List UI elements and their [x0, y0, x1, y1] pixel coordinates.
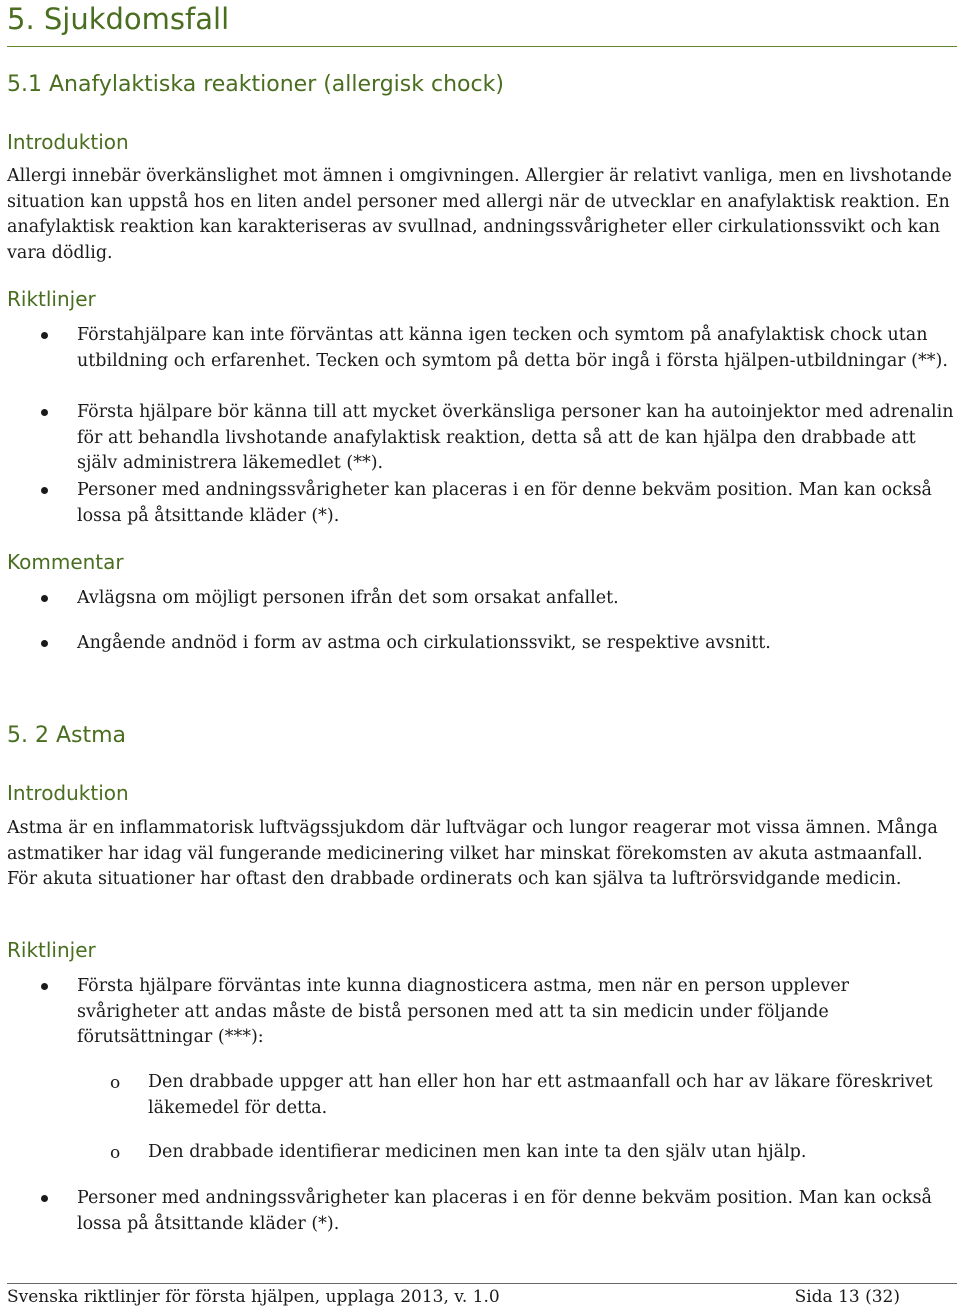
comment-heading: Kommentar [7, 550, 124, 574]
bullet-icon [41, 595, 48, 602]
circle-bullet-icon: o [110, 1073, 121, 1093]
guidelines-heading: Riktlinjer [7, 938, 96, 962]
list-item-text: Avlägsna om möjligt personen ifrån det som orsakat anfallet. [77, 588, 619, 608]
section-title: 5. Sjukdomsfall [7, 2, 230, 36]
circle-bullet-icon: o [110, 1143, 121, 1163]
footer-divider [7, 1283, 957, 1284]
list-item-text: Personer med andningssvårigheter kan placeras i en för denne bekväm position. Man kan också lossa på åtsittande kläder (*). [77, 1188, 932, 1234]
bullet-icon [41, 983, 48, 990]
intro-heading: Introduktion [7, 781, 129, 805]
list-item-text: Angående andnöd i form av astma och cirkulationssvikt, se respektive avsnitt. [77, 633, 771, 653]
intro-heading: Introduktion [7, 130, 129, 154]
list-item-text: Personer med andningssvårigheter kan placeras i en för denne bekväm position. Man kan också lossa på åtsittande kläder (*). [77, 480, 932, 526]
sub-list-item-text: Den drabbade uppger att han eller hon har ett astmaanfall och har av läkare föreskrivet läkemedel för detta. [148, 1072, 933, 1118]
list-item-text: Förstahjälpare kan inte förväntas att känna igen tecken och symtom på anafylaktisk chock utan utbildning och erfarenhet. Tecken och symtom på detta bör ingå i första hjälpen-utbildningar (**). [77, 325, 948, 371]
subsection-title-asthma: 5. 2 Astma [7, 723, 127, 748]
title-divider [7, 46, 957, 47]
list-item-text: Första hjälpare förväntas inte kunna diagnosticera astma, men när en person upplever svårigheter att andas måste de bistå personen med att ta sin medicin under följande förutsättningar (***): [77, 976, 850, 1047]
footer-document-title: Svenska riktlinjer för första hjälpen, upplaga 2013, v. 1.0 [7, 1287, 500, 1307]
page-number: Sida 13 (32) [794, 1287, 900, 1307]
subsection-title-anaphylaxis: 5.1 Anafylaktiska reaktioner (allergisk chock) [7, 72, 504, 97]
sub-list-item-text: Den drabbade identifierar medicinen men kan inte ta den själv utan hjälp. [148, 1142, 807, 1162]
guidelines-heading: Riktlinjer [7, 287, 96, 311]
intro-paragraph: Astma är en inflammatorisk luftvägssjukdom där luftvägar och lungor reagerar mot vissa ämnen. Många astmatiker har idag väl fungerande medicinering vilket har minskat förekomsten av akuta astmaanfall. För akuta situationer har oftast den drabbade ordinerats och kan själva ta luftrörsvidgande medicin. [7, 818, 938, 889]
bullet-icon [41, 1195, 48, 1202]
list-item-text: Första hjälpare bör känna till att mycket överkänsliga personer kan ha autoinjektor med adrenalin för att behandla livshotande anafylaktisk reaktion, detta så att de kan hjälpa den drabbade att själv administrera läkemedlet (**). [77, 402, 954, 473]
bullet-icon [41, 409, 48, 416]
bullet-icon [41, 332, 48, 339]
bullet-icon [41, 487, 48, 494]
intro-paragraph: Allergi innebär överkänslighet mot ämnen i omgivningen. Allergier är relativt vanliga, men en livshotande situation kan uppstå hos en liten andel personer med allergi när de utvecklar en anafylaktisk reaktion. En anafylaktisk reaktion kan karakteriseras av svullnad, andningssvårigheter eller cirkulationssvikt och kan vara dödlig. [7, 166, 952, 263]
bullet-icon [41, 640, 48, 647]
